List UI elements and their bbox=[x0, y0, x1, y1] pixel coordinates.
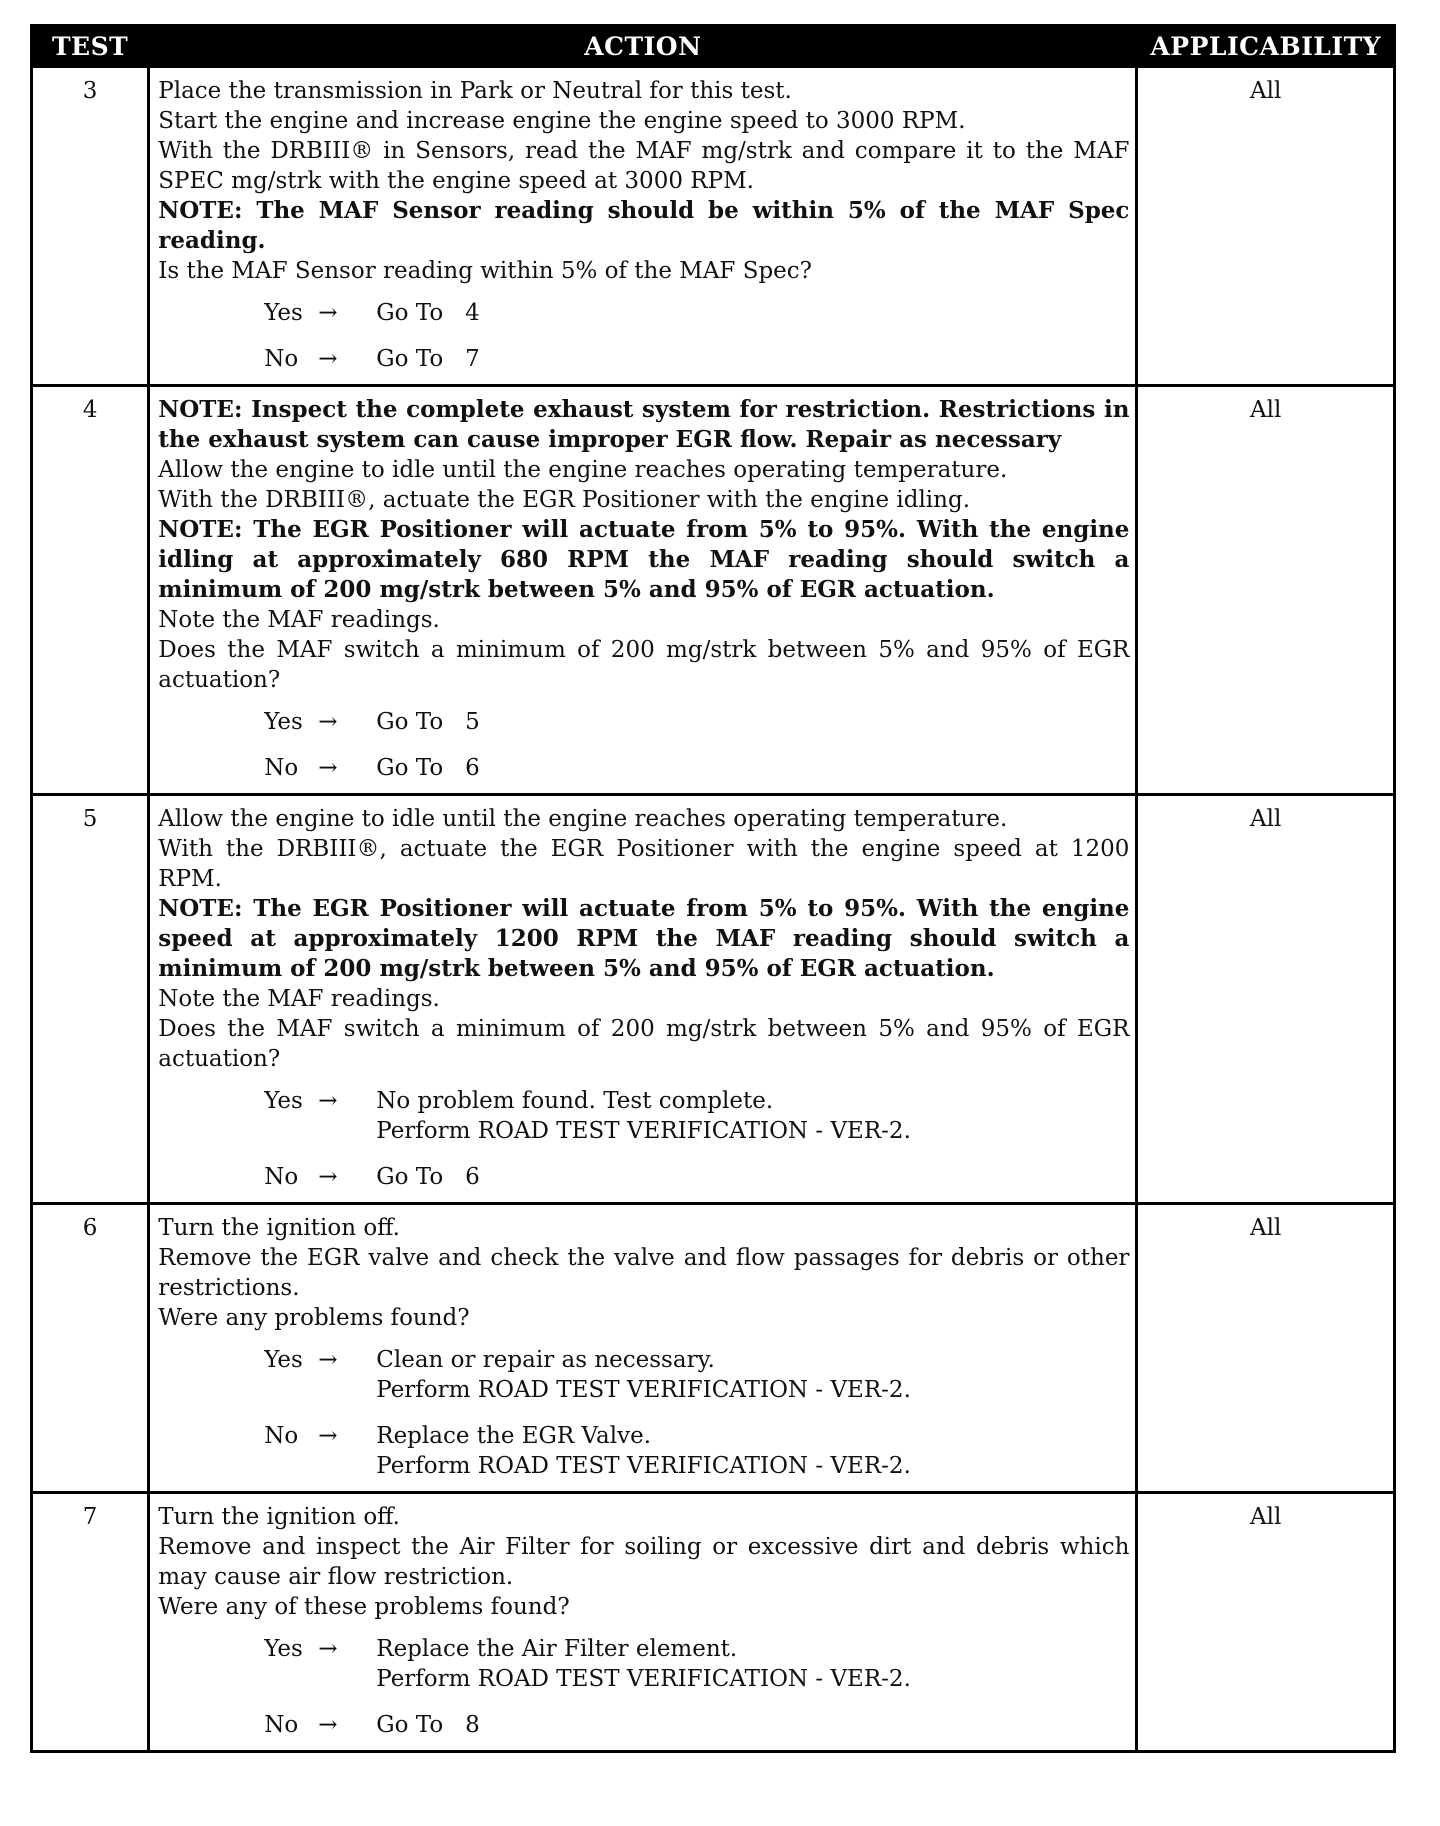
result-line: Perform ROAD TEST VERIFICATION - VER-2. bbox=[376, 1118, 911, 1144]
action-cell bbox=[149, 795, 1137, 1204]
instruction-text: Place the transmission in Park or Neutral for this test. bbox=[158, 78, 792, 104]
diagnostic-test-table bbox=[30, 24, 1396, 1753]
table-header bbox=[32, 26, 1395, 67]
branch-result bbox=[376, 1345, 1129, 1405]
table-row bbox=[32, 795, 1395, 1204]
instruction-text: Were any of these problems found? bbox=[158, 1594, 570, 1620]
branch-yes bbox=[264, 1634, 1129, 1694]
instruction-text: Does the MAF switch a minimum of 200 mg/strk between 5% and 95% of EGR actuation? bbox=[158, 637, 1130, 693]
result-line: Replace the Air Filter element. bbox=[376, 1636, 738, 1662]
branch-result bbox=[376, 344, 1129, 374]
branch-answer: Yes bbox=[264, 1347, 303, 1373]
table-row bbox=[32, 67, 1395, 386]
action-cell bbox=[149, 1493, 1137, 1752]
result-line: Replace the EGR Valve. bbox=[376, 1423, 652, 1449]
instruction-text: With the DRBIII® in Sensors, read the MAF mg/strk and compare it to the MAF SPEC mg/strk with the engine speed at 3000 RPM. bbox=[158, 138, 1130, 194]
branch-answer: No bbox=[264, 346, 299, 372]
header-applicability: APPLICABILITY bbox=[1137, 26, 1395, 67]
instruction-text: Turn the ignition off. bbox=[158, 1504, 400, 1530]
test-number: 6 bbox=[32, 1204, 149, 1493]
arrow-right-icon: → bbox=[318, 755, 338, 781]
result-line: Go To 7 bbox=[376, 346, 480, 372]
branch-yes bbox=[264, 1086, 1129, 1146]
arrow-right-icon: → bbox=[318, 1712, 338, 1738]
branch-answer: Yes bbox=[264, 709, 303, 735]
instruction-text: Were any problems found? bbox=[158, 1305, 470, 1331]
table-row bbox=[32, 1204, 1395, 1493]
instruction-text: Note the MAF readings. bbox=[158, 607, 440, 633]
branch-result bbox=[376, 1710, 1129, 1740]
branch-result bbox=[376, 1634, 1129, 1694]
action-cell bbox=[149, 386, 1137, 795]
applicability-value: All bbox=[1137, 67, 1395, 386]
branch-no bbox=[264, 753, 1129, 783]
branch-result bbox=[376, 1162, 1129, 1192]
result-line: Perform ROAD TEST VERIFICATION - VER-2. bbox=[376, 1377, 911, 1403]
action-cell bbox=[149, 67, 1137, 386]
instruction-text: Remove and inspect the Air Filter for soiling or excessive dirt and debris which may cause air flow restriction. bbox=[158, 1534, 1130, 1590]
applicability-value: All bbox=[1137, 1493, 1395, 1752]
branch-result bbox=[376, 1421, 1129, 1481]
arrow-right-icon: → bbox=[318, 346, 338, 372]
arrow-right-icon: → bbox=[318, 1423, 338, 1449]
arrow-right-icon: → bbox=[318, 709, 338, 735]
decision-branches bbox=[158, 1634, 1129, 1740]
table-body bbox=[32, 67, 1395, 1752]
test-number: 4 bbox=[32, 386, 149, 795]
arrow-right-icon: → bbox=[318, 1636, 338, 1662]
instruction-text: Start the engine and increase engine the engine speed to 3000 RPM. bbox=[158, 108, 966, 134]
note-text: NOTE: The MAF Sensor reading should be within 5% of the MAF Spec reading. bbox=[158, 197, 1130, 254]
instruction-text: With the DRBIII®, actuate the EGR Positioner with the engine speed at 1200 RPM. bbox=[158, 836, 1130, 892]
note-text: NOTE: Inspect the complete exhaust system for restriction. Restrictions in the exhaust system can cause improper EGR flow. Repair as necessary bbox=[158, 396, 1130, 453]
table-row bbox=[32, 1493, 1395, 1752]
result-line: Go To 6 bbox=[376, 1164, 480, 1190]
result-line: Clean or repair as necessary. bbox=[376, 1347, 715, 1373]
result-line: Perform ROAD TEST VERIFICATION - VER-2. bbox=[376, 1666, 911, 1692]
instruction-text: With the DRBIII®, actuate the EGR Positioner with the engine idling. bbox=[158, 487, 971, 513]
note-text: NOTE: The EGR Positioner will actuate from 5% to 95%. With the engine speed at approximately 1200 RPM the MAF reading should switch a minimum of 200 mg/strk between 5% and 95% of EGR actuation. bbox=[158, 895, 1130, 982]
applicability-value: All bbox=[1137, 795, 1395, 1204]
branch-answer: Yes bbox=[264, 300, 303, 326]
branch-yes bbox=[264, 298, 1129, 328]
branch-yes bbox=[264, 1345, 1129, 1405]
instruction-text: Remove the EGR valve and check the valve and flow passages for debris or other restrictions. bbox=[158, 1245, 1130, 1301]
arrow-right-icon: → bbox=[318, 1164, 338, 1190]
result-line: Go To 4 bbox=[376, 300, 480, 326]
arrow-right-icon: → bbox=[318, 1347, 338, 1373]
instruction-text: Note the MAF readings. bbox=[158, 986, 440, 1012]
branch-yes bbox=[264, 707, 1129, 737]
instruction-text: Allow the engine to idle until the engine reaches operating temperature. bbox=[158, 457, 1008, 483]
decision-branches bbox=[158, 1086, 1129, 1192]
decision-branches bbox=[158, 298, 1129, 374]
result-line: Go To 5 bbox=[376, 709, 480, 735]
branch-result bbox=[376, 1086, 1129, 1146]
test-number: 5 bbox=[32, 795, 149, 1204]
branch-no bbox=[264, 1421, 1129, 1481]
branch-answer: Yes bbox=[264, 1636, 303, 1662]
branch-answer: No bbox=[264, 1712, 299, 1738]
result-line: Perform ROAD TEST VERIFICATION - VER-2. bbox=[376, 1453, 911, 1479]
applicability-value: All bbox=[1137, 1204, 1395, 1493]
test-number: 3 bbox=[32, 67, 149, 386]
result-line: Go To 8 bbox=[376, 1712, 480, 1738]
instruction-text: Is the MAF Sensor reading within 5% of the MAF Spec? bbox=[158, 258, 812, 284]
arrow-right-icon: → bbox=[318, 300, 338, 326]
instruction-text: Does the MAF switch a minimum of 200 mg/strk between 5% and 95% of EGR actuation? bbox=[158, 1016, 1130, 1072]
branch-no bbox=[264, 1710, 1129, 1740]
decision-branches bbox=[158, 707, 1129, 783]
note-text: NOTE: The EGR Positioner will actuate from 5% to 95%. With the engine idling at approximately 680 RPM the MAF reading should switch a minimum of 200 mg/strk between 5% and 95% of EGR actuation. bbox=[158, 516, 1130, 603]
branch-answer: No bbox=[264, 755, 299, 781]
decision-branches bbox=[158, 1345, 1129, 1481]
applicability-value: All bbox=[1137, 386, 1395, 795]
instruction-text: Allow the engine to idle until the engine reaches operating temperature. bbox=[158, 806, 1008, 832]
branch-no bbox=[264, 1162, 1129, 1192]
branch-result bbox=[376, 753, 1129, 783]
arrow-right-icon: → bbox=[318, 1088, 338, 1114]
header-test: TEST bbox=[32, 26, 149, 67]
branch-no bbox=[264, 344, 1129, 374]
instruction-text: Turn the ignition off. bbox=[158, 1215, 400, 1241]
branch-answer: No bbox=[264, 1423, 299, 1449]
branch-result bbox=[376, 298, 1129, 328]
branch-result bbox=[376, 707, 1129, 737]
test-number: 7 bbox=[32, 1493, 149, 1752]
branch-answer: No bbox=[264, 1164, 299, 1190]
table-row bbox=[32, 386, 1395, 795]
branch-answer: Yes bbox=[264, 1088, 303, 1114]
header-action: ACTION bbox=[149, 26, 1137, 67]
result-line: No problem found. Test complete. bbox=[376, 1088, 774, 1114]
result-line: Go To 6 bbox=[376, 755, 480, 781]
action-cell bbox=[149, 1204, 1137, 1493]
